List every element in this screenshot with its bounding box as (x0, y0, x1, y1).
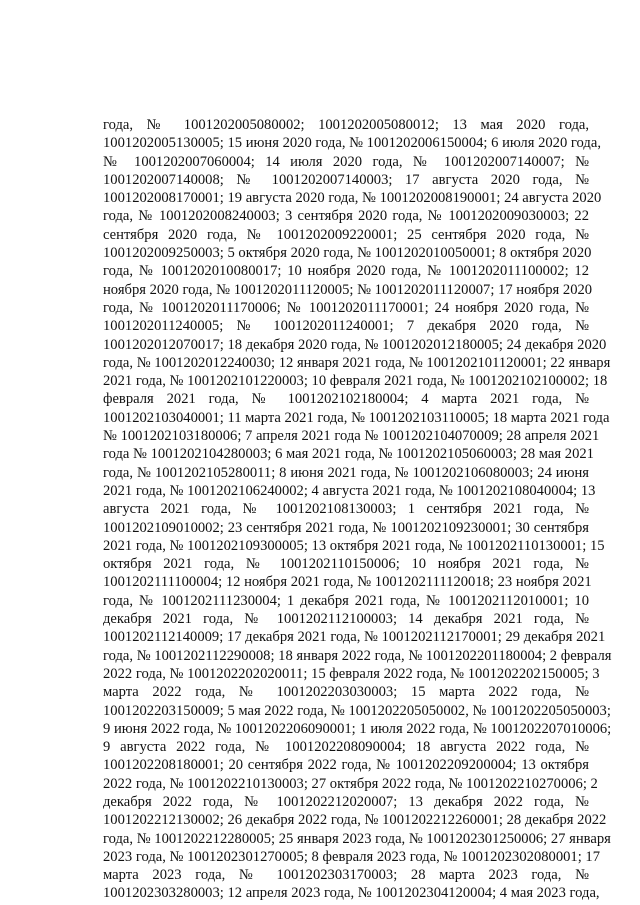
text-line: декабря 2022 года, № 1001202212020007; 13 декабря 2022 года, № (103, 793, 589, 810)
text-line: 2021 года, № 1001202109300005; 13 октября 2021 года, № 1001202110130001; 15 (103, 537, 605, 554)
text-line: года, № 1001202010080017; 10 ноября 2020 года, № 1001202011100002; 12 (103, 263, 589, 280)
text-line: 1001202111100004; 12 ноября 2021 года, № 1001202111120018; 23 ноября 2021 (103, 574, 592, 591)
text-line: 1001202005130005; 15 июня 2020 года, № 1001202006150004; 6 июля 2020 года, (103, 135, 601, 152)
text-line: года, № 1001202111230004; 1 декабря 2021 года, № 1001202112010001; 10 (103, 592, 589, 609)
text-line: № 1001202103180006; 7 апреля 2021 года № 1001202104070009; 28 апреля 2021 (103, 428, 600, 445)
text-line: года, № 1001202008240003; 3 сентября 2020 года, № 1001202009030003; 22 (103, 208, 589, 225)
text-line: 1001202007140008; № 1001202007140003; 17 августа 2020 года, № (103, 171, 589, 188)
body-text (103, 116, 612, 903)
text-line: 1001202203150009; 5 мая 2022 года, № 1001202205050002, № 1001202205050003; (103, 702, 611, 719)
text-line: февраля 2021 года, № 1001202102180004; 4 марта 2021 года, № (103, 391, 589, 408)
text-line: года, № 1001202212280005; 25 января 2023 года, № 1001202301250006; 27 января (103, 830, 611, 847)
text-line: № 1001202007060004; 14 июля 2020 года, № 1001202007140007; № (103, 153, 589, 170)
text-line: 2021 года, № 1001202101220003; 10 февраля 2021 года, № 1001202102100002; 18 (103, 373, 608, 390)
text-line: 9 июня 2022 года, № 1001202206090001; 1 июля 2022 года, № 1001202207010006; (103, 720, 612, 737)
text-line: 2023 года, № 1001202301270005; 8 февраля 2023 года, № 1001202302080001; 17 (103, 848, 601, 865)
text-line: 9 августа 2022 года, № 1001202208090004; 18 августа 2022 года, № (103, 739, 589, 756)
text-line: года, № 1001202112290008; 18 января 2022 года, № 1001202201180004; 2 февраля (103, 647, 612, 664)
text-line: 2022 года, № 1001202210130003; 27 октября 2022 года, № 1001202210270006; 2 (103, 775, 598, 792)
text-line: года, № 1001202011170006; № 1001202011170001; 24 ноября 2020 года, № (103, 299, 589, 316)
text-line: 1001202303280003; 12 апреля 2023 года, № 1001202304120004; 4 мая 2023 года, (103, 885, 600, 902)
text-line: октября 2021 года, № 1001202110150006; 10 ноября 2021 года, № (103, 556, 589, 573)
text-line: марта 2022 года, № 1001202203030003; 15 марта 2022 года, № (103, 684, 589, 701)
text-line: 1001202103040001; 11 марта 2021 года, № 1001202103110005; 18 марта 2021 года (103, 409, 610, 426)
text-line: года, № 1001202012240030; 12 января 2021 года, № 1001202101120001; 22 января (103, 354, 611, 371)
text-line: 1001202009250003; 5 октября 2020 года, № 1001202010050001; 8 октября 2020 (103, 245, 592, 262)
text-line: декабря 2021 года, № 1001202112100003; 14 декабря 2021 года, № (103, 611, 589, 628)
text-line: марта 2023 года, № 1001202303170003; 28 марта 2023 года, № (103, 867, 589, 884)
text-line: ноября 2020 года, № 1001202011120005; № 1001202011120007; 17 ноября 2020 (103, 281, 593, 298)
text-line: 2021 года, № 1001202106240002; 4 августа 2021 года, № 1001202108040004; 13 (103, 482, 596, 499)
text-line: 1001202112140009; 17 декабря 2021 года, № 1001202112170001; 29 декабря 2021 (103, 629, 606, 646)
text-line: года № 1001202104280003; 6 мая 2021 года, № 1001202105060003; 28 мая 2021 (103, 446, 594, 463)
text-line: 1001202012070017; 18 декабря 2020 года, № 1001202012180005; 24 декабря 2020 (103, 336, 607, 353)
text-line: 1001202212130002; 26 декабря 2022 года, № 1001202212260001; 28 декабря 2022 (103, 812, 607, 829)
text-line: 1001202208180001; 20 сентября 2022 года, № 1001202209200004; 13 октября (103, 757, 589, 774)
text-line: сентября 2020 года, № 1001202009220001; 25 сентября 2020 года, № (103, 226, 589, 243)
text-line: 1001202011240005; № 1001202011240001; 7 декабря 2020 года, № (103, 318, 589, 335)
text-line: 1001202109010002; 23 сентября 2021 года, № 1001202109230001; 30 сентября (103, 519, 589, 536)
text-line: года, № 1001202005080002; 1001202005080012; 13 мая 2020 года, (103, 117, 589, 133)
text-line: 2022 года, № 1001202202020011; 15 февраля 2022 года, № 1001202202150005; 3 (103, 665, 600, 682)
text-line: года, № 1001202105280011; 8 июня 2021 года, № 1001202106080003; 24 июня (103, 464, 589, 481)
text-line: августа 2021 года, № 1001202108130003; 1 сентября 2021 года, № (103, 501, 589, 518)
text-line: 1001202008170001; 19 августа 2020 года, № 1001202008190001; 24 августа 2020 (103, 190, 602, 207)
